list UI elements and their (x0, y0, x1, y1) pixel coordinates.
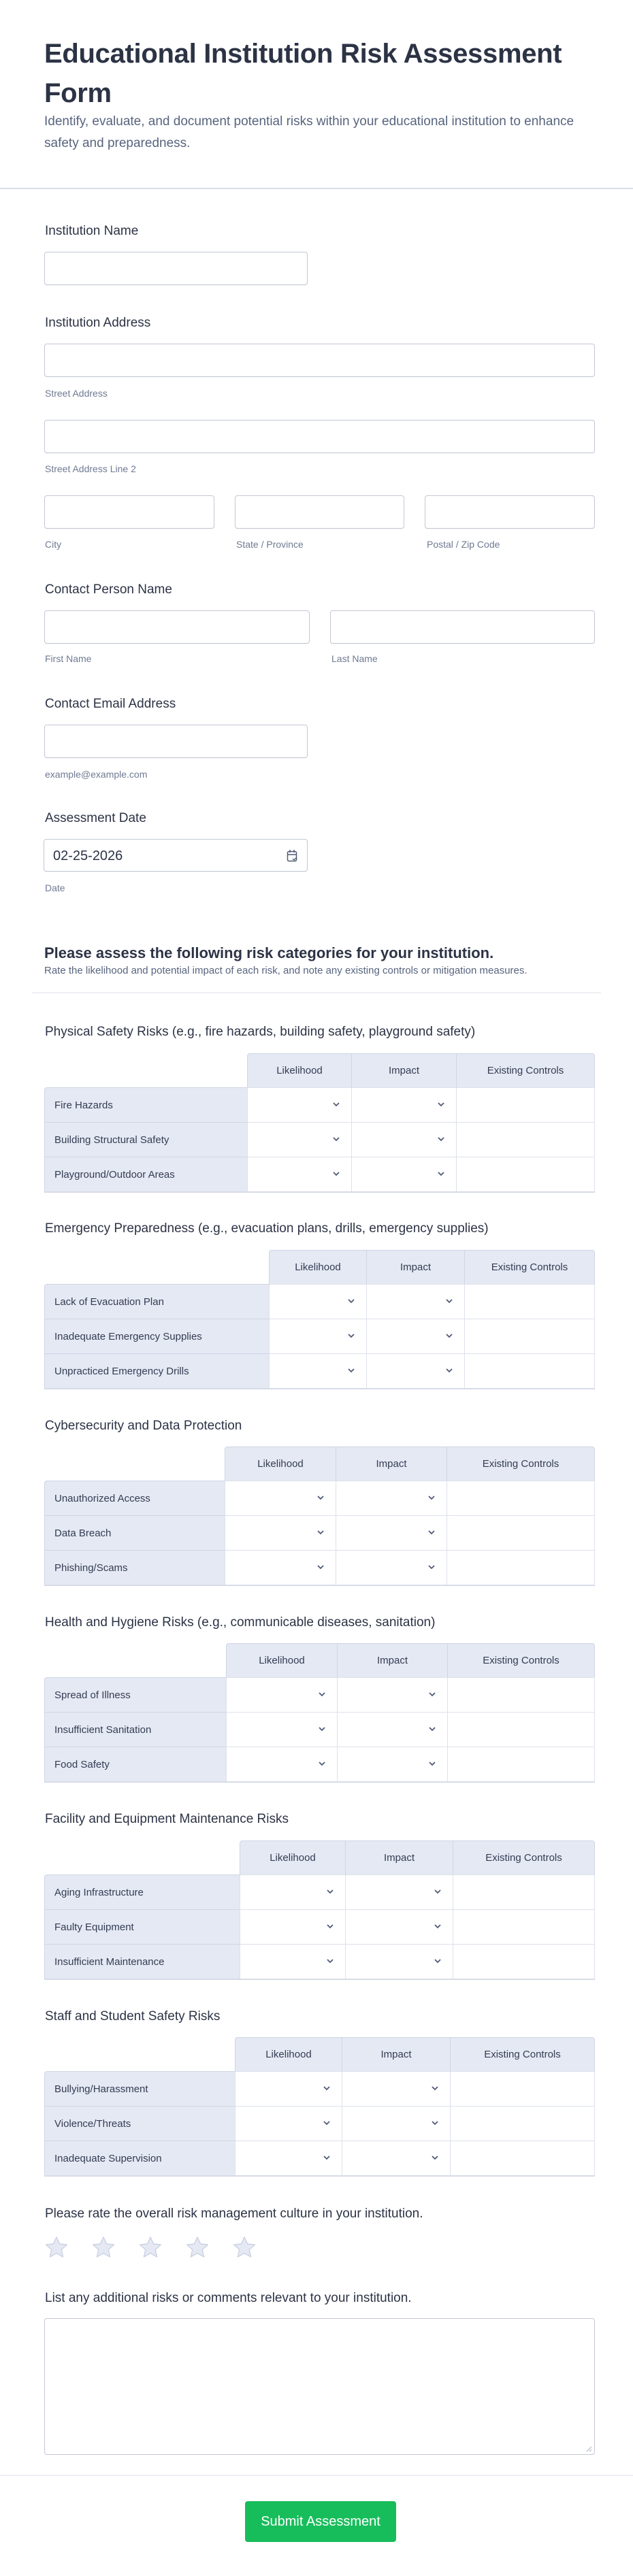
chevron-down-icon (332, 1135, 340, 1143)
matrix-title: Physical Safety Risks (e.g., fire hazards, building safety, playground safety) (45, 1025, 476, 1039)
comments-label: List any additional risks or comments relevant to your institution. (45, 2291, 412, 2305)
chevron-down-icon (332, 1100, 340, 1108)
impact-select[interactable] (345, 1944, 453, 1979)
column-header: Likelihood (240, 1840, 345, 1875)
column-header: Impact (342, 2037, 450, 2071)
existing-controls-input[interactable] (464, 1319, 595, 1353)
chevron-down-icon (323, 2084, 331, 2092)
row-label: Playground/Outdoor Areas (44, 1157, 247, 1191)
form-subtitle: Identify, evaluate, and document potential risks within your educational institution to enhance safety and preparedness. (44, 114, 574, 150)
likelihood-select[interactable] (226, 1712, 337, 1747)
risk-matrix-table (44, 1447, 595, 1586)
row-label: Data Breach (44, 1515, 225, 1550)
postal-code-sublabel: Postal / Zip Code (427, 539, 500, 550)
column-header: Existing Controls (464, 1250, 595, 1284)
impact-select[interactable] (366, 1284, 464, 1319)
column-header: Existing Controls (453, 1840, 595, 1875)
impact-select[interactable] (345, 1875, 453, 1909)
existing-controls-input[interactable] (453, 1944, 595, 1979)
assessment-date-input[interactable] (44, 839, 308, 872)
row-label: Inadequate Supervision (44, 2141, 235, 2175)
row-label: Unauthorized Access (44, 1481, 225, 1515)
impact-select[interactable] (342, 2141, 450, 2175)
column-header: Likelihood (226, 1643, 337, 1677)
contact-person-label: Contact Person Name (45, 582, 172, 597)
chevron-down-icon (445, 1297, 453, 1305)
column-header: Existing Controls (456, 1053, 595, 1087)
matrix-title: Facility and Equipment Maintenance Risks (45, 1812, 289, 1826)
existing-controls-input[interactable] (447, 1550, 595, 1585)
existing-controls-input[interactable] (447, 1481, 595, 1515)
chevron-down-icon (428, 1725, 436, 1733)
risk-matrix-table (44, 1250, 595, 1389)
star-icon[interactable] (44, 2234, 69, 2260)
risk-matrix-table (44, 1053, 595, 1193)
institution-name-input[interactable] (44, 252, 308, 285)
column-header: Impact (337, 1643, 447, 1677)
existing-controls-input[interactable] (456, 1157, 595, 1191)
chevron-down-icon (427, 1563, 436, 1571)
row-label: Lack of Evacuation Plan (44, 1284, 269, 1319)
rating-label: Please rate the overall risk management culture in your institution. (45, 2207, 423, 2221)
email-example-sublabel: example@example.com (45, 769, 148, 780)
likelihood-select[interactable] (240, 1909, 345, 1944)
chevron-down-icon (434, 1922, 442, 1930)
likelihood-select[interactable] (235, 2106, 342, 2141)
chevron-down-icon (431, 2084, 439, 2092)
chevron-down-icon (347, 1332, 355, 1340)
existing-controls-input[interactable] (450, 2141, 595, 2175)
column-header: Likelihood (225, 1447, 336, 1481)
chevron-down-icon (316, 1563, 325, 1571)
likelihood-select[interactable] (226, 1747, 337, 1781)
column-header: Likelihood (247, 1053, 351, 1087)
column-header: Existing Controls (450, 2037, 595, 2071)
table-bottom-border (44, 1191, 595, 1193)
matrix-title: Health and Hygiene Risks (e.g., communicable diseases, sanitation) (45, 1615, 436, 1630)
comments-textarea[interactable] (44, 2318, 595, 2455)
likelihood-select[interactable] (226, 1677, 337, 1712)
likelihood-select[interactable] (247, 1157, 351, 1191)
chevron-down-icon (427, 1528, 436, 1536)
row-label: Building Structural Safety (44, 1122, 247, 1157)
star-icon[interactable] (91, 2234, 116, 2260)
matrix-title: Cybersecurity and Data Protection (45, 1419, 242, 1433)
table-bottom-border (44, 1585, 595, 1586)
column-header: Existing Controls (447, 1643, 595, 1677)
likelihood-select[interactable] (235, 2071, 342, 2106)
chevron-down-icon (434, 1887, 442, 1896)
postal-code-input[interactable] (425, 495, 595, 529)
contact-email-input[interactable] (44, 725, 308, 758)
column-header: Impact (345, 1840, 453, 1875)
impact-select[interactable] (337, 1712, 447, 1747)
street-address-line2-input[interactable] (44, 420, 595, 453)
state-province-sublabel: State / Province (236, 539, 304, 550)
chevron-down-icon (437, 1170, 445, 1178)
last-name-sublabel: Last Name (331, 653, 378, 664)
risk-section-heading: Please assess the following risk categories for your institution. (44, 944, 494, 961)
chevron-down-icon (437, 1135, 445, 1143)
street-address-sublabel: Street Address (45, 388, 108, 399)
impact-select[interactable] (351, 1157, 456, 1191)
chevron-down-icon (318, 1690, 326, 1698)
chevron-down-icon (332, 1170, 340, 1178)
existing-controls-input[interactable] (447, 1677, 595, 1712)
likelihood-select[interactable] (225, 1515, 336, 1550)
chevron-down-icon (428, 1760, 436, 1768)
row-label: Phishing/Scams (44, 1550, 225, 1585)
risk-matrix-table (44, 2037, 595, 2177)
chevron-down-icon (431, 2119, 439, 2127)
risk-matrix-table (44, 1643, 595, 1783)
impact-select[interactable] (336, 1481, 447, 1515)
date-sublabel: Date (45, 882, 65, 893)
existing-controls-input[interactable] (447, 1515, 595, 1550)
chevron-down-icon (347, 1366, 355, 1374)
table-bottom-border (44, 2175, 595, 2177)
chevron-down-icon (437, 1100, 445, 1108)
likelihood-select[interactable] (240, 1875, 345, 1909)
existing-controls-input[interactable] (456, 1087, 595, 1122)
assessment-date-label: Assessment Date (45, 811, 146, 825)
column-header: Likelihood (235, 2037, 342, 2071)
likelihood-select[interactable] (247, 1122, 351, 1157)
chevron-down-icon (318, 1760, 326, 1768)
existing-controls-input[interactable] (453, 1909, 595, 1944)
likelihood-select[interactable] (269, 1284, 366, 1319)
risk-matrix-table (44, 1840, 595, 1980)
impact-select[interactable] (366, 1353, 464, 1388)
existing-controls-input[interactable] (453, 1875, 595, 1909)
chevron-down-icon (431, 2153, 439, 2162)
row-label: Spread of Illness (44, 1677, 226, 1712)
table-bottom-border (44, 1388, 595, 1389)
matrix-title: Emergency Preparedness (e.g., evacuation plans, drills, emergency supplies) (45, 1221, 489, 1236)
assessment-date-value: 02-25-2026 (53, 848, 123, 863)
impact-select[interactable] (342, 2071, 450, 2106)
impact-select[interactable] (337, 1747, 447, 1781)
institution-address-label: Institution Address (45, 316, 151, 330)
star-icon[interactable] (184, 2234, 210, 2260)
table-bottom-border (44, 1979, 595, 1980)
existing-controls-input[interactable] (450, 2071, 595, 2106)
calendar-icon[interactable] (287, 849, 298, 863)
existing-controls-input[interactable] (447, 1712, 595, 1747)
street-address-input[interactable] (44, 344, 595, 377)
impact-select[interactable] (351, 1122, 456, 1157)
chevron-down-icon (445, 1332, 453, 1340)
likelihood-select[interactable] (225, 1481, 336, 1515)
likelihood-select[interactable] (235, 2141, 342, 2175)
star-icon[interactable] (137, 2234, 163, 2260)
likelihood-select[interactable] (269, 1319, 366, 1353)
institution-name-label: Institution Name (45, 224, 139, 238)
row-label: Bullying/Harassment (44, 2071, 235, 2106)
chevron-down-icon (428, 1690, 436, 1698)
row-label: Insufficient Sanitation (44, 1712, 226, 1747)
row-label: Inadequate Emergency Supplies (44, 1319, 269, 1353)
row-label: Food Safety (44, 1747, 226, 1781)
column-header: Impact (351, 1053, 456, 1087)
city-input[interactable] (44, 495, 214, 529)
existing-controls-input[interactable] (464, 1353, 595, 1388)
table-bottom-border (44, 1781, 595, 1783)
impact-select[interactable] (337, 1677, 447, 1712)
chevron-down-icon (326, 1957, 334, 1965)
impact-select[interactable] (366, 1319, 464, 1353)
chevron-down-icon (427, 1493, 436, 1502)
likelihood-select[interactable] (240, 1944, 345, 1979)
impact-select[interactable] (336, 1515, 447, 1550)
row-label: Unpracticed Emergency Drills (44, 1353, 269, 1388)
existing-controls-input[interactable] (456, 1122, 595, 1157)
state-province-input[interactable] (235, 495, 404, 529)
chevron-down-icon (323, 2153, 331, 2162)
risk-section-description: Rate the likelihood and potential impact of each risk, and note any existing controls or mitigation measures. (44, 965, 528, 976)
chevron-down-icon (445, 1366, 453, 1374)
column-header: Impact (366, 1250, 464, 1284)
likelihood-select[interactable] (269, 1353, 366, 1388)
row-label: Faulty Equipment (44, 1909, 240, 1944)
likelihood-select[interactable] (225, 1550, 336, 1585)
chevron-down-icon (316, 1493, 325, 1502)
row-label: Insufficient Maintenance (44, 1944, 240, 1979)
footer-divider (0, 2475, 633, 2476)
impact-select[interactable] (345, 1909, 453, 1944)
row-label: Violence/Threats (44, 2106, 235, 2141)
impact-select[interactable] (342, 2106, 450, 2141)
street-address-line2-sublabel: Street Address Line 2 (45, 463, 136, 474)
chevron-down-icon (316, 1528, 325, 1536)
chevron-down-icon (326, 1922, 334, 1930)
form-title: Educational Institution Risk Assessment Form (44, 39, 562, 108)
column-header: Existing Controls (447, 1447, 595, 1481)
chevron-down-icon (434, 1957, 442, 1965)
resize-handle-icon[interactable] (585, 2445, 592, 2452)
first-name-input[interactable] (44, 610, 310, 644)
last-name-input[interactable] (330, 610, 595, 644)
matrix-title: Staff and Student Safety Risks (45, 2009, 221, 2024)
row-label: Fire Hazards (44, 1087, 247, 1122)
column-header: Likelihood (269, 1250, 366, 1284)
impact-select[interactable] (336, 1550, 447, 1585)
submit-assessment-button[interactable]: Submit Assessment (245, 2501, 396, 2542)
contact-email-label: Contact Email Address (45, 697, 176, 711)
row-label: Aging Infrastructure (44, 1875, 240, 1909)
existing-controls-input[interactable] (450, 2106, 595, 2141)
header-divider (0, 188, 633, 189)
column-header: Impact (336, 1447, 447, 1481)
impact-select[interactable] (351, 1087, 456, 1122)
city-sublabel: City (45, 539, 62, 550)
first-name-sublabel: First Name (45, 653, 92, 664)
chevron-down-icon (318, 1725, 326, 1733)
chevron-down-icon (323, 2119, 331, 2127)
existing-controls-input[interactable] (447, 1747, 595, 1781)
chevron-down-icon (326, 1887, 334, 1896)
section-divider (32, 992, 601, 993)
likelihood-select[interactable] (247, 1087, 351, 1122)
star-icon[interactable] (231, 2234, 257, 2260)
chevron-down-icon (347, 1297, 355, 1305)
existing-controls-input[interactable] (464, 1284, 595, 1319)
